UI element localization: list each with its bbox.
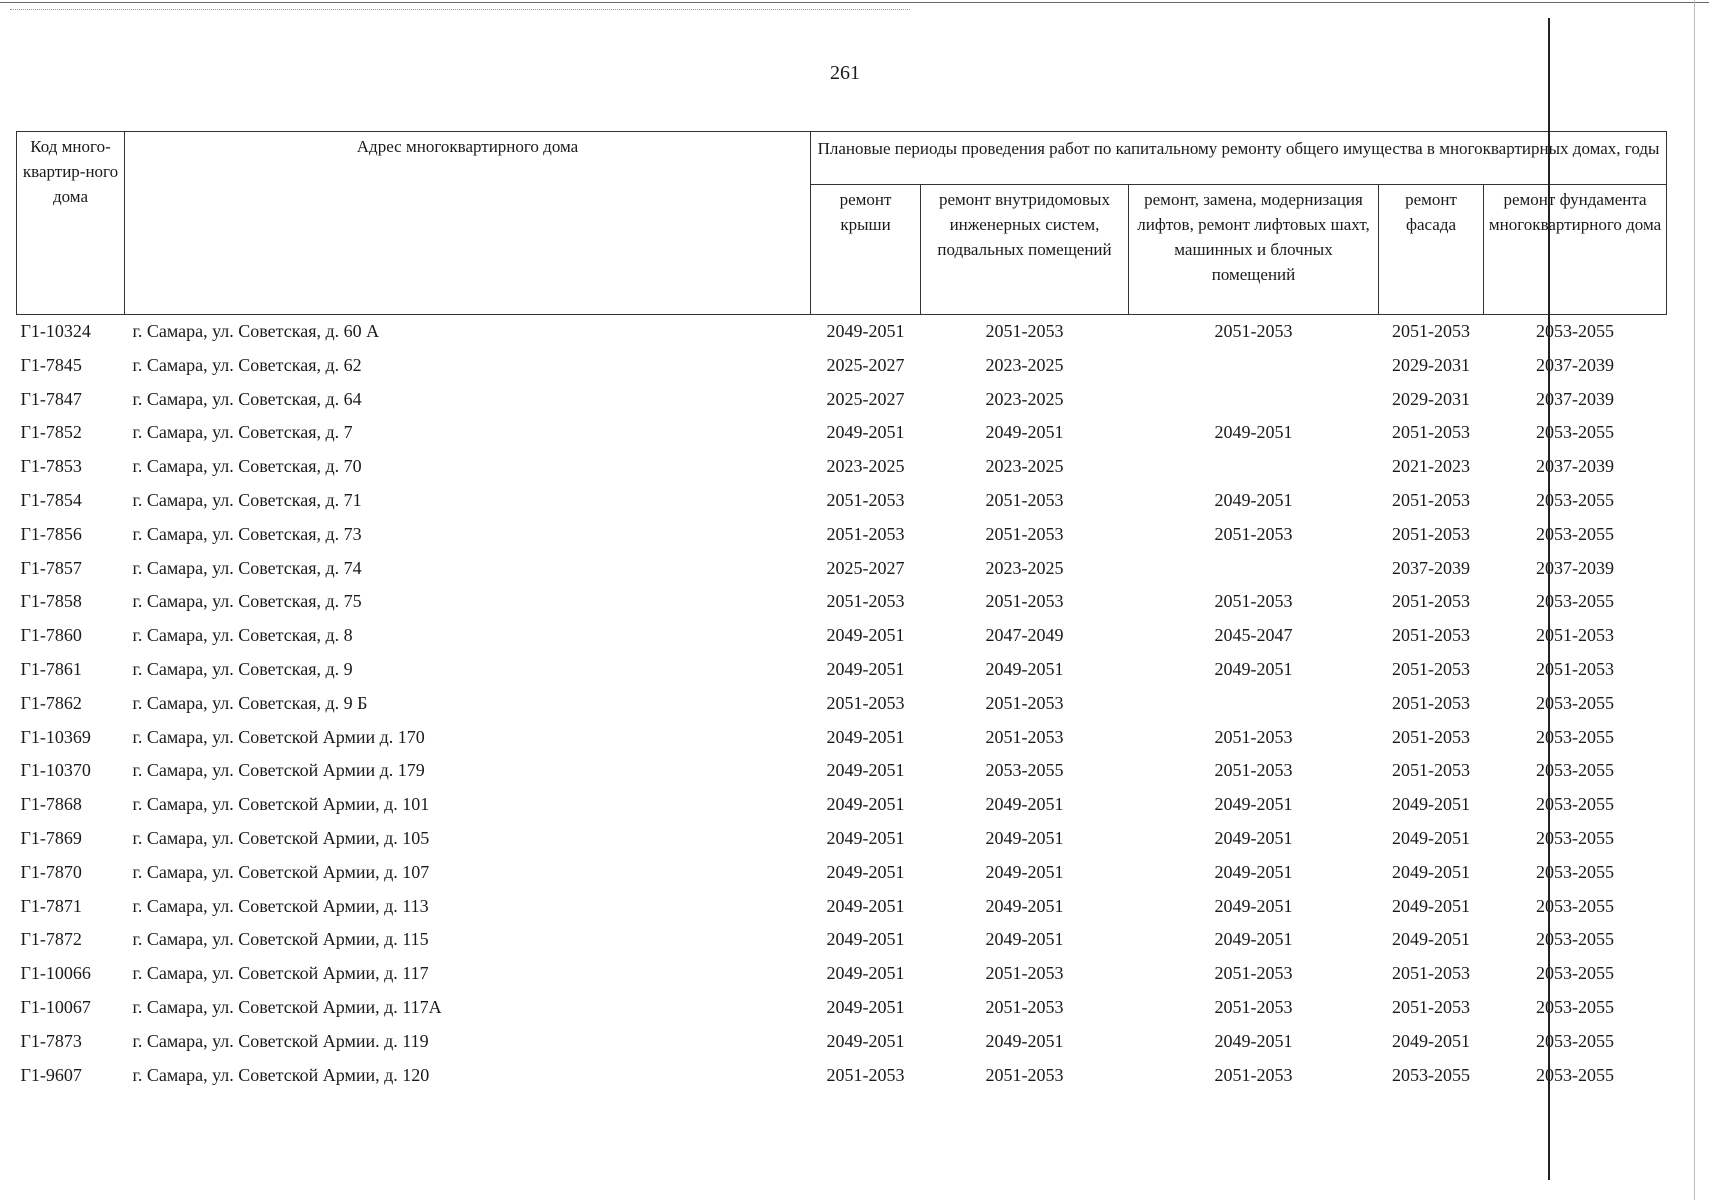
cell-code: Г1-7872 (20, 929, 82, 950)
table-row (17, 315, 1667, 349)
table-row (17, 991, 1667, 1025)
cell-facade: 2029-2031 (1392, 354, 1470, 375)
cell-code: Г1-7869 (20, 827, 82, 848)
cell-engineering: 2051-2053 (985, 489, 1064, 510)
cell-engineering: 2049-2051 (985, 861, 1064, 882)
cell-engineering: 2051-2053 (985, 726, 1064, 747)
cell-elevators (1129, 450, 1379, 484)
table-row (17, 687, 1667, 721)
cell-facade: 2051-2053 (1392, 760, 1470, 781)
cell-elevators: 2049-2051 (1214, 489, 1293, 510)
table-row (17, 788, 1667, 822)
scan-vertical-line (1548, 18, 1550, 1180)
cell-code: Г1-9607 (20, 1064, 82, 1085)
cell-code: Г1-7861 (20, 658, 82, 679)
cell-engineering: 2023-2025 (985, 388, 1064, 409)
cell-facade: 2051-2053 (1392, 963, 1470, 984)
cell-engineering: 2051-2053 (985, 963, 1064, 984)
cell-roof: 2049-2051 (826, 760, 905, 781)
cell-facade: 2051-2053 (1392, 692, 1470, 713)
cell-foundation: 2053-2055 (1536, 422, 1615, 443)
cell-address: г. Самара, ул. Советской Армии д. 170 (132, 726, 425, 747)
cell-elevators: 2051-2053 (1214, 963, 1293, 984)
table-row (17, 822, 1667, 856)
cell-roof: 2049-2051 (826, 726, 905, 747)
cell-foundation: 2053-2055 (1536, 321, 1615, 341)
cell-foundation: 2053-2055 (1536, 929, 1615, 950)
cell-roof: 2051-2053 (826, 489, 905, 510)
cell-address: г. Самара, ул. Советской Армии. д. 119 (132, 1030, 429, 1051)
cell-code: Г1-7852 (20, 422, 82, 443)
scan-border-dotted (10, 9, 910, 10)
cell-address: г. Самара, ул. Советская, д. 9 Б (132, 692, 368, 713)
cell-code: Г1-7873 (20, 1030, 82, 1051)
cell-engineering: 2051-2053 (985, 321, 1064, 341)
cell-address: г. Самара, ул. Советская, д. 8 (132, 625, 353, 646)
cell-foundation: 2053-2055 (1536, 591, 1615, 612)
cell-foundation: 2053-2055 (1536, 1030, 1615, 1051)
cell-engineering: 2047-2049 (985, 625, 1064, 646)
cell-address: г. Самара, ул. Советской Армии, д. 117А (132, 996, 442, 1017)
cell-facade: 2051-2053 (1392, 321, 1470, 341)
cell-address: г. Самара, ул. Советская, д. 71 (132, 489, 362, 510)
cell-elevators: 2049-2051 (1214, 895, 1293, 916)
cell-elevators (1129, 552, 1379, 586)
cell-facade: 2029-2031 (1392, 388, 1470, 409)
cell-address: г. Самара, ул. Советская, д. 70 (132, 456, 362, 477)
cell-engineering: 2051-2053 (985, 523, 1064, 544)
cell-address: г. Самара, ул. Советская, д. 7 (132, 422, 353, 443)
header-foundation: ремонт фундамента многоквартирного дома (1484, 185, 1667, 315)
cell-roof: 2025-2027 (826, 557, 905, 578)
cell-roof: 2051-2053 (826, 591, 905, 612)
cell-facade: 2051-2053 (1392, 996, 1470, 1017)
cell-elevators: 2049-2051 (1214, 794, 1293, 815)
cell-roof: 2023-2025 (826, 456, 905, 477)
header-elevators: ремонт, замена, модернизация лифтов, ремонт лифтовых шахт, машинных и блочных помещений (1129, 185, 1379, 315)
table-row (17, 349, 1667, 383)
table-row (17, 552, 1667, 586)
cell-address: г. Самара, ул. Советская, д. 62 (132, 354, 362, 375)
cell-elevators (1129, 349, 1379, 383)
cell-facade: 2051-2053 (1392, 625, 1470, 646)
cell-elevators: 2051-2053 (1214, 321, 1293, 341)
cell-elevators: 2051-2053 (1214, 996, 1293, 1017)
cell-roof: 2049-2051 (826, 794, 905, 815)
cell-foundation: 2051-2053 (1536, 625, 1615, 646)
cell-roof: 2049-2051 (826, 1030, 905, 1051)
cell-foundation: 2053-2055 (1536, 794, 1615, 815)
cell-code: Г1-7858 (20, 591, 82, 612)
cell-address: г. Самара, ул. Советской Армии, д. 105 (132, 827, 430, 848)
cell-code: Г1-7860 (20, 625, 82, 646)
header-roof: ремонт крыши (811, 185, 921, 315)
cell-roof: 2051-2053 (826, 1064, 905, 1085)
cell-elevators: 2049-2051 (1214, 658, 1293, 679)
table-row (17, 653, 1667, 687)
table-row (17, 484, 1667, 518)
cell-roof: 2049-2051 (826, 625, 905, 646)
cell-code: Г1-7862 (20, 692, 82, 713)
cell-address: г. Самара, ул. Советская, д. 73 (132, 523, 362, 544)
cell-engineering: 2049-2051 (985, 1030, 1064, 1051)
cell-foundation: 2053-2055 (1536, 861, 1615, 882)
cell-code: Г1-7868 (20, 794, 82, 815)
cell-address: г. Самара, ул. Советской Армии д. 179 (132, 760, 425, 781)
cell-address: г. Самара, ул. Советской Армии, д. 107 (132, 861, 430, 882)
cell-engineering: 2051-2053 (985, 996, 1064, 1017)
header-engineering: ремонт внутридомовых инженерных систем, подвальных помещений (921, 185, 1129, 315)
cell-elevators: 2045-2047 (1214, 625, 1293, 646)
cell-roof: 2049-2051 (826, 963, 905, 984)
table-row (17, 754, 1667, 788)
cell-elevators: 2051-2053 (1214, 760, 1293, 781)
cell-engineering: 2023-2025 (985, 557, 1064, 578)
cell-elevators: 2051-2053 (1214, 1064, 1293, 1085)
cell-code: Г1-10067 (20, 996, 91, 1017)
cell-roof: 2049-2051 (826, 861, 905, 882)
cell-address: г. Самара, ул. Советской Армии, д. 120 (132, 1064, 430, 1085)
cell-code: Г1-7847 (20, 388, 82, 409)
cell-facade: 2051-2053 (1392, 422, 1470, 443)
table-row (17, 890, 1667, 924)
header-address: Адрес многоквартирного дома (125, 132, 811, 315)
page-number: 261 (830, 62, 860, 84)
cell-foundation: 2053-2055 (1536, 726, 1615, 747)
cell-foundation: 2053-2055 (1536, 523, 1615, 544)
cell-engineering: 2049-2051 (985, 422, 1064, 443)
table-body (17, 315, 1667, 1093)
cell-engineering: 2051-2053 (985, 1064, 1064, 1085)
header-planned-periods: Плановые периоды проведения работ по капитальному ремонту общего имущества в многоквартирных домах, годы (811, 132, 1667, 185)
scan-right-edge (1694, 0, 1695, 1200)
table-row (17, 957, 1667, 991)
cell-engineering: 2049-2051 (985, 794, 1064, 815)
cell-foundation: 2053-2055 (1536, 692, 1615, 713)
cell-facade: 2051-2053 (1392, 591, 1470, 612)
capital-repair-schedule-table (16, 131, 1667, 1092)
cell-foundation: 2037-2039 (1536, 388, 1615, 409)
table-row (17, 856, 1667, 890)
cell-engineering: 2023-2025 (985, 354, 1064, 375)
cell-code: Г1-10066 (20, 963, 91, 984)
cell-engineering: 2049-2051 (985, 827, 1064, 848)
cell-facade: 2051-2053 (1392, 658, 1470, 679)
cell-elevators: 2049-2051 (1214, 827, 1293, 848)
cell-facade: 2049-2051 (1392, 794, 1470, 815)
cell-roof: 2049-2051 (826, 996, 905, 1017)
table-row (17, 1059, 1667, 1093)
table-row (17, 619, 1667, 653)
table-row (17, 923, 1667, 957)
cell-engineering: 2049-2051 (985, 895, 1064, 916)
cell-elevators: 2049-2051 (1214, 1030, 1293, 1051)
cell-facade: 2049-2051 (1392, 827, 1470, 848)
cell-elevators: 2051-2053 (1214, 726, 1293, 747)
cell-facade: 2049-2051 (1392, 929, 1470, 950)
table-row (17, 585, 1667, 619)
cell-foundation: 2053-2055 (1536, 1064, 1615, 1085)
cell-roof: 2051-2053 (826, 523, 905, 544)
cell-foundation: 2037-2039 (1536, 354, 1615, 375)
cell-engineering: 2049-2051 (985, 929, 1064, 950)
cell-foundation: 2037-2039 (1536, 456, 1615, 477)
cell-elevators: 2049-2051 (1214, 861, 1293, 882)
cell-address: г. Самара, ул. Советской Армии, д. 113 (132, 895, 429, 916)
cell-elevators: 2051-2053 (1214, 591, 1293, 612)
cell-facade: 2049-2051 (1392, 861, 1470, 882)
table-row (17, 416, 1667, 450)
cell-roof: 2049-2051 (826, 422, 905, 443)
cell-facade: 2051-2053 (1392, 726, 1470, 747)
cell-roof: 2049-2051 (826, 321, 905, 341)
cell-foundation: 2053-2055 (1536, 895, 1615, 916)
cell-code: Г1-7853 (20, 456, 82, 477)
cell-elevators: 2049-2051 (1214, 422, 1293, 443)
cell-roof: 2051-2053 (826, 692, 905, 713)
cell-address: г. Самара, ул. Советской Армии, д. 117 (132, 963, 429, 984)
cell-engineering: 2053-2055 (985, 760, 1064, 781)
cell-facade: 2049-2051 (1392, 1030, 1470, 1051)
cell-foundation: 2053-2055 (1536, 827, 1615, 848)
cell-code: Г1-7871 (20, 895, 82, 916)
cell-code: Г1-7856 (20, 523, 82, 544)
cell-foundation: 2053-2055 (1536, 963, 1615, 984)
cell-facade: 2051-2053 (1392, 489, 1470, 510)
cell-engineering: 2051-2053 (985, 591, 1064, 612)
cell-roof: 2025-2027 (826, 388, 905, 409)
cell-facade: 2037-2039 (1392, 557, 1470, 578)
cell-foundation: 2053-2055 (1536, 996, 1615, 1017)
cell-engineering: 2049-2051 (985, 658, 1064, 679)
cell-address: г. Самара, ул. Советской Армии, д. 115 (132, 929, 429, 950)
cell-code: Г1-10369 (20, 726, 91, 747)
cell-elevators: 2051-2053 (1214, 523, 1293, 544)
table-row (17, 450, 1667, 484)
cell-address: г. Самара, ул. Советская, д. 74 (132, 557, 362, 578)
cell-code: Г1-7857 (20, 557, 82, 578)
table-row (17, 1025, 1667, 1059)
cell-address: г. Самара, ул. Советская, д. 9 (132, 658, 353, 679)
table-row (17, 518, 1667, 552)
cell-elevators: 2049-2051 (1214, 929, 1293, 950)
table-row (17, 721, 1667, 755)
cell-facade: 2053-2055 (1392, 1064, 1470, 1085)
cell-foundation: 2053-2055 (1536, 489, 1615, 510)
header-facade: ремонт фасада (1379, 185, 1484, 315)
cell-roof: 2025-2027 (826, 354, 905, 375)
cell-code: Г1-10324 (20, 321, 91, 341)
cell-foundation: 2053-2055 (1536, 760, 1615, 781)
cell-roof: 2049-2051 (826, 658, 905, 679)
cell-roof: 2049-2051 (826, 929, 905, 950)
scan-border-top (0, 2, 1709, 3)
header-code: Код много-квартир-ного дома (17, 132, 125, 315)
cell-address: г. Самара, ул. Советская, д. 60 А (132, 321, 380, 341)
cell-code: Г1-7845 (20, 354, 82, 375)
cell-facade: 2021-2023 (1392, 456, 1470, 477)
table-row (17, 383, 1667, 417)
cell-roof: 2049-2051 (826, 895, 905, 916)
cell-foundation: 2037-2039 (1536, 557, 1615, 578)
cell-address: г. Самара, ул. Советской Армии, д. 101 (132, 794, 430, 815)
cell-elevators (1129, 383, 1379, 417)
cell-code: Г1-10370 (20, 760, 91, 781)
cell-facade: 2049-2051 (1392, 895, 1470, 916)
cell-elevators (1129, 687, 1379, 721)
cell-foundation: 2051-2053 (1536, 658, 1615, 679)
cell-code: Г1-7854 (20, 489, 82, 510)
cell-code: Г1-7870 (20, 861, 82, 882)
cell-roof: 2049-2051 (826, 827, 905, 848)
header-row-1 (17, 132, 1667, 185)
cell-address: г. Самара, ул. Советская, д. 75 (132, 591, 362, 612)
cell-engineering: 2051-2053 (985, 692, 1064, 713)
cell-engineering: 2023-2025 (985, 456, 1064, 477)
cell-address: г. Самара, ул. Советская, д. 64 (132, 388, 362, 409)
cell-facade: 2051-2053 (1392, 523, 1470, 544)
